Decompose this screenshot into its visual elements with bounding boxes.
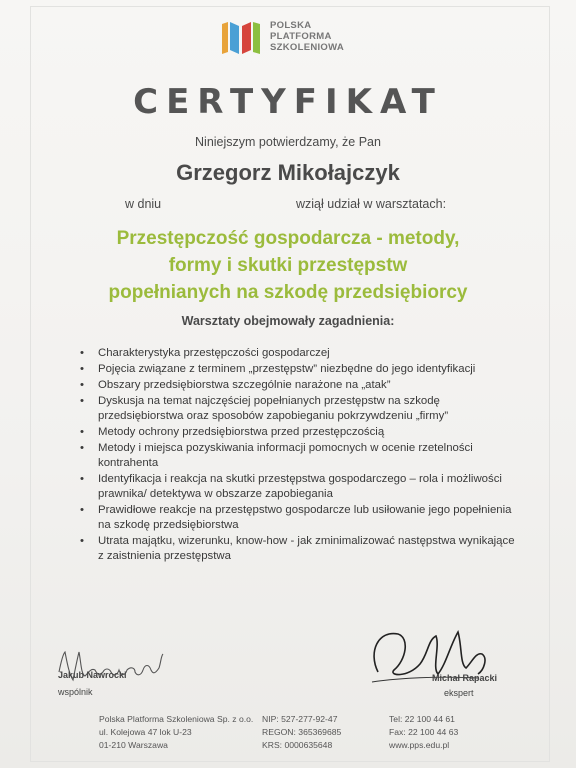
recipient-name: Grzegorz Mikołajczyk — [176, 160, 400, 185]
company-logo — [218, 16, 378, 60]
topics-list — [80, 346, 520, 565]
footer-tel: Tel: 22 100 44 61 — [389, 714, 455, 724]
workshop-title — [60, 225, 516, 306]
date-prefix: w dniu — [125, 197, 162, 211]
workshop-title-line: popełnianych na szkodę przedsiębiorcy — [108, 282, 468, 303]
footer-fax: Fax: 22 100 44 63 — [389, 727, 459, 737]
footer-company: Polska Platforma Szkoleniowa Sp. z o.o. — [99, 714, 254, 724]
logo-line: PLATFORMA — [270, 31, 332, 42]
list-item: • Prawidłowe reakcje na przestępstwo gospodarcze lub usiłowanie jego popełnienia na szkodę przedsiębiorstwa — [80, 503, 520, 533]
list-item: • Metody i miejsca pozyskiwania informacji pomocnych w ocenie rzetelności kontrahenta — [80, 441, 520, 471]
footer-address — [99, 713, 253, 752]
footer-contact — [389, 713, 458, 752]
book-logo-icon — [218, 18, 264, 56]
list-item: • Pojęcia związane z terminem „przestępstw” niezbędne do jego identyfikacji — [80, 362, 520, 377]
footer-city: 01-210 Warszawa — [99, 740, 168, 750]
footer-krs: KRS: 0000635648 — [262, 740, 333, 750]
footer-registration — [262, 713, 341, 752]
footer-www: www.pps.edu.pl — [389, 740, 450, 750]
signer-right-name: Michał Rapacki — [432, 673, 498, 683]
signer-right — [432, 673, 497, 698]
list-item: • Identyfikacja i reakcja na skutki przestępstwa gospodarczego – rola i możliwości prawnika/ detektywa w obszarze zapobiegania — [80, 472, 520, 502]
list-item: • Dyskusja na temat najczęściej popełnianych przestępstw na szkodę przedsiębiorstwa oraz sposobów zapobieganiu pokrzywdzeniu „firmy” — [80, 394, 520, 424]
footer-street: ul. Kolejowa 47 lok U-23 — [99, 727, 192, 737]
footer-regon: REGON: 365369685 — [262, 727, 342, 737]
topics-heading: Warsztaty obejmowały zagadnienia: — [181, 314, 395, 328]
list-item: • Obszary przedsiębiorstwa szczególnie narażone na „atak” — [80, 378, 520, 393]
signer-right-role: ekspert — [444, 688, 474, 698]
logo-line: SZKOLENIOWA — [270, 42, 345, 53]
date-suffix: wziął udział w warsztatach: — [296, 197, 447, 211]
logo-line: POLSKA — [270, 20, 312, 31]
workshop-title-line: formy i skutki przestępstw — [168, 255, 408, 276]
workshop-title-line: Przestępczość gospodarcza - metody, — [116, 228, 460, 249]
logo-wordmark — [270, 20, 344, 53]
signer-left-role: wspólnik — [58, 687, 93, 697]
footer-nip: NIP: 527-277-92-47 — [262, 714, 338, 724]
list-item: • Utrata majątku, wizerunku, know-how - jak zminimalizować następstwa wynikające z zaistnienia przestępstwa — [80, 534, 520, 564]
signer-left — [58, 670, 127, 697]
signer-left-name: Jakub Nawrocki — [58, 670, 127, 680]
list-item: • Metody ochrony przedsiębiorstwa przed przestępczością — [80, 425, 520, 440]
certificate-title: CERTYFIKAT — [133, 82, 443, 122]
list-item: • Charakterystyka przestępczości gospodarczej — [80, 346, 520, 361]
intro-text: Niniejszym potwierdzamy, że Pan — [195, 135, 381, 149]
